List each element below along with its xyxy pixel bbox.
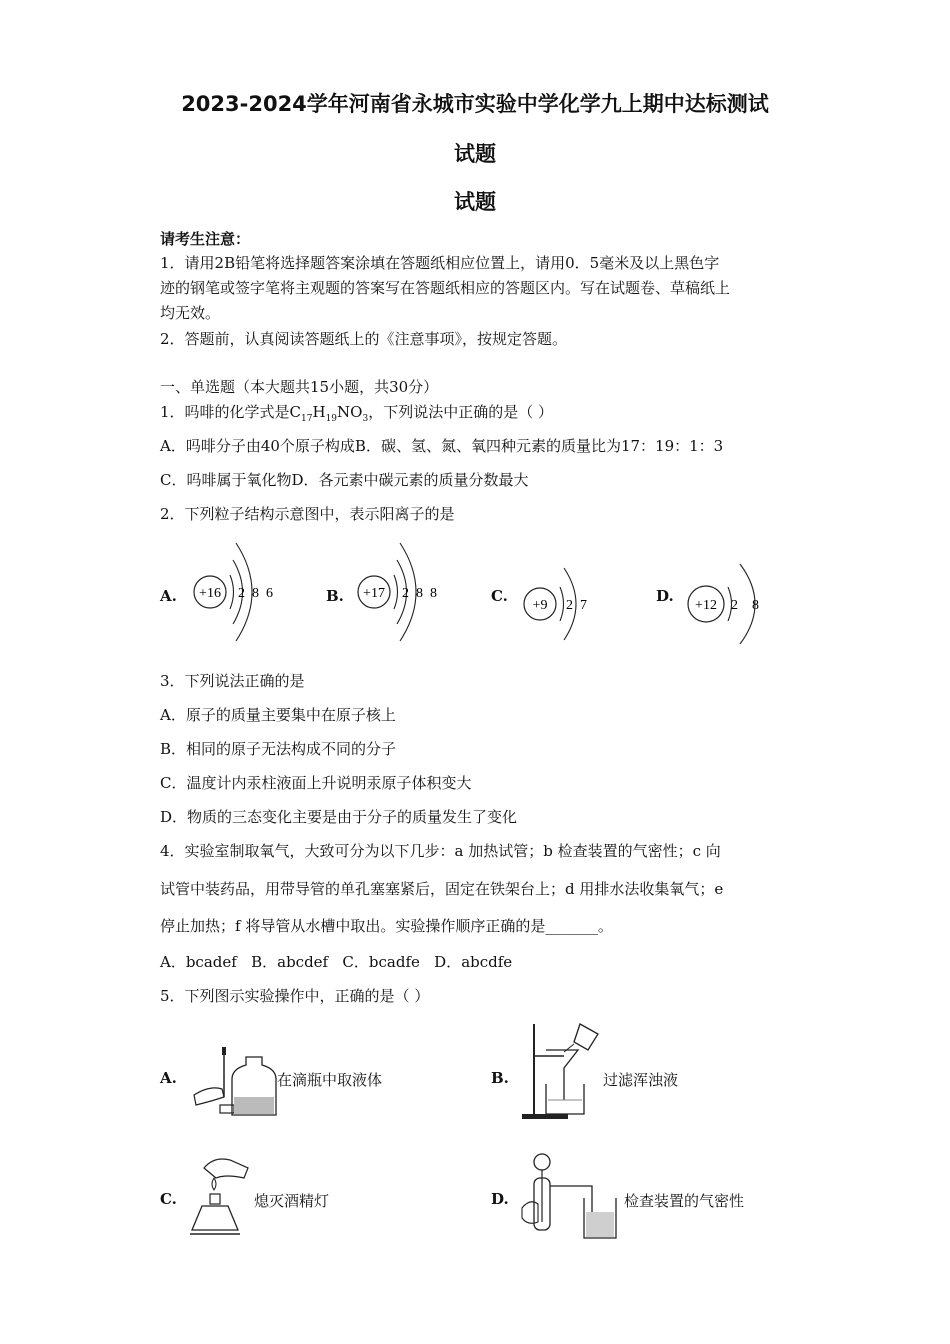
notice-item2: 2．答题前，认真阅读答题纸上的《注意事项》，按规定答题。: [160, 330, 568, 348]
q3-option-b: B．相同的原子无法构成不同的分子: [160, 740, 397, 758]
q5-c-lamp: [192, 1206, 238, 1230]
q1-formula-no: NO: [337, 403, 363, 421]
q2-option-a-diagram: [190, 535, 290, 650]
q3-option-d: D．物质的三态变化主要是由于分子的质量发生了变化: [160, 808, 518, 826]
q5-a-hand: [194, 1088, 224, 1105]
notice-heading: 请考生注意：: [160, 230, 251, 248]
notice-item1-line1: 1．请用2B铅笔将选择题答案涂填在答题纸相应位置上，请用0．5毫米及以上黑色字: [160, 254, 720, 272]
q1-options-ab: A．吗啡分子由40个原子构成B．碳、氢、氮、氧四种元素的质量比为17：19：1：3: [160, 437, 724, 455]
q1-stem: [160, 401, 553, 424]
q5-a-liquid: [234, 1097, 274, 1114]
q5-option-c-text: 熄灭酒精灯: [254, 1192, 330, 1210]
q1-formula-sub-c: 17: [301, 414, 313, 424]
q2-b-electrons-2: 8: [416, 586, 423, 601]
q3-stem: 3．下列说法正确的是: [160, 672, 305, 690]
q1-formula-sub-o: 3: [362, 414, 369, 424]
q2-c-electrons-1: 2: [566, 598, 573, 613]
q1-formula-h: H: [312, 403, 326, 421]
q2-c-shell-1: [560, 587, 564, 621]
q2-d-electrons-1: 2: [731, 598, 738, 613]
exam-title-line1: 2023-2024学年河南省永城市实验中学化学九上期中达标测试: [181, 92, 769, 116]
q2-b-shell-1: [394, 575, 398, 609]
q5-b-beaker: [546, 1084, 584, 1114]
q5-d-funnel-bulb: [534, 1154, 550, 1170]
q2-a-shell-1: [230, 575, 234, 609]
q5-c-hand: [204, 1159, 248, 1178]
q5-option-c-label: C.: [160, 1190, 177, 1208]
q5-b-stand-base: [522, 1114, 568, 1119]
q5-option-d-figure: [516, 1148, 621, 1243]
notice-item1-line3: 均无效。: [160, 304, 221, 322]
q2-d-nucleus: +12: [695, 598, 717, 613]
q2-option-c-diagram: [520, 560, 600, 655]
q5-option-d-label: D.: [491, 1190, 509, 1208]
q5-c-wick-holder: [210, 1194, 220, 1204]
exam-title-line2: 试题: [454, 142, 496, 166]
q2-a-electrons-1: 2: [238, 586, 245, 601]
notice-item1-line2: 迹的钢笔或签字笔将主观题的答案写在答题纸相应的答题区内。写在试题卷、草稿纸上: [160, 279, 731, 297]
q2-b-nucleus: +17: [363, 586, 385, 601]
q1-formula-c: C: [289, 403, 302, 421]
q2-d-electrons-2: 8: [752, 598, 759, 613]
q5-c-flame: [212, 1178, 216, 1190]
q2-a-electrons-2: 8: [252, 586, 259, 601]
q5-d-delivery-tube: [550, 1186, 592, 1226]
q1-stem-post: ，下列说法中正确的是（ ）: [368, 403, 553, 421]
q1-stem-pre: 1．吗啡的化学式是: [160, 403, 290, 421]
q2-a-electrons-3: 6: [266, 586, 273, 601]
q4-stem-line3: 停止加热；f 将导管从水槽中取出。实验操作顺序正确的是_______。: [160, 917, 613, 935]
q3-option-c: C．温度计内汞柱液面上升说明汞原子体积变大: [160, 774, 472, 792]
q5-option-b-text: 过滤浑浊液: [603, 1071, 679, 1089]
q5-option-b-figure: [518, 1018, 608, 1123]
q1-formula-sub-h: 19: [325, 414, 338, 424]
q5-a-dropper-bulb: [222, 1047, 226, 1055]
q2-c-nucleus: +9: [532, 598, 548, 613]
q5-option-a-figure: [190, 1045, 280, 1120]
q5-option-a-label: A.: [160, 1069, 177, 1087]
q5-stem: 5．下列图示实验操作中，正确的是（ ）: [160, 987, 430, 1005]
q4-stem-line2: 试管中装药品，用带导管的单孔塞塞紧后，固定在铁架台上；d 用排水法收集氧气；e: [160, 880, 724, 898]
q1-options-cd: C．吗啡属于氧化物D．各元素中碳元素的质量分数最大: [160, 471, 529, 489]
q4-stem-line1: 4．实验室制取氧气，大致可分为以下几步：a 加热试管；b 检查装置的气密性；c 向: [160, 842, 721, 860]
q2-option-b-diagram: [354, 535, 454, 650]
section-heading: 一、单选题（本大题共15小题，共30分）: [160, 378, 439, 396]
q2-b-electrons-3: 8: [430, 586, 437, 601]
q2-option-d-diagram: [684, 558, 774, 653]
q2-option-a-label: A.: [160, 587, 177, 605]
q5-b-glass-rod: [564, 1044, 574, 1052]
q2-a-nucleus: +16: [199, 586, 221, 601]
q5-d-water: [586, 1212, 614, 1237]
q5-option-b-label: B.: [491, 1069, 509, 1087]
q5-option-d-text: 检查装置的气密性: [624, 1192, 745, 1210]
q3-option-a: A．原子的质量主要集中在原子核上: [160, 706, 396, 724]
q2-option-b-label: B.: [326, 587, 344, 605]
q5-d-hand: [522, 1202, 538, 1224]
q5-b-beaker-pour: [574, 1024, 598, 1050]
q5-b-funnel: [546, 1050, 578, 1100]
q2-option-d-label: D.: [656, 587, 674, 605]
exam-title-line3: 试题: [454, 190, 496, 214]
q2-c-electrons-2: 7: [580, 598, 587, 613]
q5-option-c-figure: [186, 1150, 256, 1240]
q2-b-electrons-1: 2: [402, 586, 409, 601]
q2-stem: 2．下列粒子结构示意图中，表示阳离子的是: [160, 505, 455, 523]
q4-options: A．bcadef B．abcdef C．bcadfe D．abcdfe: [160, 953, 513, 971]
q2-option-c-label: C.: [491, 587, 508, 605]
q5-option-a-text: 在滴瓶中取液体: [277, 1071, 383, 1089]
